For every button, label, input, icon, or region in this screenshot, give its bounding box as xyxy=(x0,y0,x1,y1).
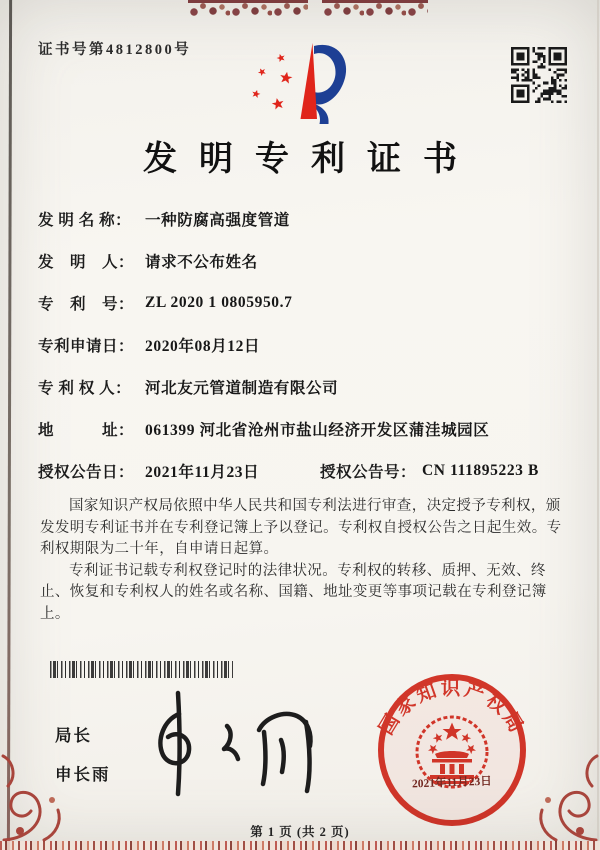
seal-agency-text: 国家知识产权局 xyxy=(376,678,528,739)
field-label: 专 利 权 人： xyxy=(38,380,132,397)
field-grant-date xyxy=(38,450,568,492)
top-ornament-border-left xyxy=(188,0,308,19)
field-application-date xyxy=(38,324,568,366)
field-value: 2020年08月12日 xyxy=(145,338,261,355)
field-value: 2021年11月23日 xyxy=(145,464,260,481)
field-inventor xyxy=(38,240,568,282)
certificate-number: 证书号第4812800号 xyxy=(38,42,192,58)
cnipa-logo-icon xyxy=(250,37,350,134)
field-label: 发 明 人： xyxy=(38,254,135,271)
bottom-ornament-border xyxy=(0,841,600,850)
legal-paragraph-1: 国家知识产权局依照中华人民共和国专利法进行审查，决定授予专利权，颁发发明专利证书并在专利登记簿上予以登记。专利权自授权公告之日起生效。专利权期限为二十年，自申请日起算。 xyxy=(40,498,562,557)
corner-ornament-right xyxy=(528,748,600,844)
field-label: 授权公告号： xyxy=(320,464,417,481)
barcode-icon xyxy=(50,661,233,678)
field-label: 地 址： xyxy=(38,422,135,439)
corner-ornament-left xyxy=(0,748,72,844)
field-value: 一种防腐高强度管道 xyxy=(145,212,290,229)
officer-name: 申长雨 xyxy=(55,766,111,784)
field-label: 发 明 名 称： xyxy=(38,212,132,229)
field-value: 061399 河北省沧州市盐山经济开发区蒲洼城园区 xyxy=(145,422,490,439)
field-value: 河北友元管道制造有限公司 xyxy=(145,380,339,397)
field-patentee xyxy=(38,366,568,408)
field-grant-number xyxy=(320,450,539,492)
signature-icon xyxy=(133,688,333,800)
page-edge-right xyxy=(597,0,599,850)
field-invention-name xyxy=(38,198,568,240)
field-label: 专利申请日： xyxy=(38,338,135,355)
field-value: ZL 2020 1 0805950.7 xyxy=(145,294,293,311)
official-seal-icon xyxy=(375,672,529,828)
seal-date-text: 2021年11月23日 xyxy=(411,775,493,791)
field-value: CN 111895223 B xyxy=(422,462,539,479)
legal-paragraph-2: 专利证书记载专利权登记时的法律状况。专利权的转移、质押、无效、终止、恢复和专利权人的姓名或名称、国籍、地址变更等事项记载在专利登记簿上。 xyxy=(40,562,547,622)
top-ornament-border-right xyxy=(322,0,428,19)
page-edge-shadow xyxy=(7,0,12,850)
officer-title: 局长 xyxy=(55,727,92,745)
field-label: 专 利 号： xyxy=(38,296,135,313)
field-label: 授权公告日： xyxy=(38,464,135,481)
legal-text-block xyxy=(40,496,564,625)
certificate-title: 发明专利证书 xyxy=(143,141,479,178)
fields-block xyxy=(38,198,568,492)
page-number: 第 1 页 (共 2 页) xyxy=(250,825,350,839)
qr-code-icon xyxy=(511,47,567,103)
field-value: 请求不公布姓名 xyxy=(145,254,258,271)
field-address xyxy=(38,408,568,450)
field-patent-number xyxy=(38,282,568,324)
